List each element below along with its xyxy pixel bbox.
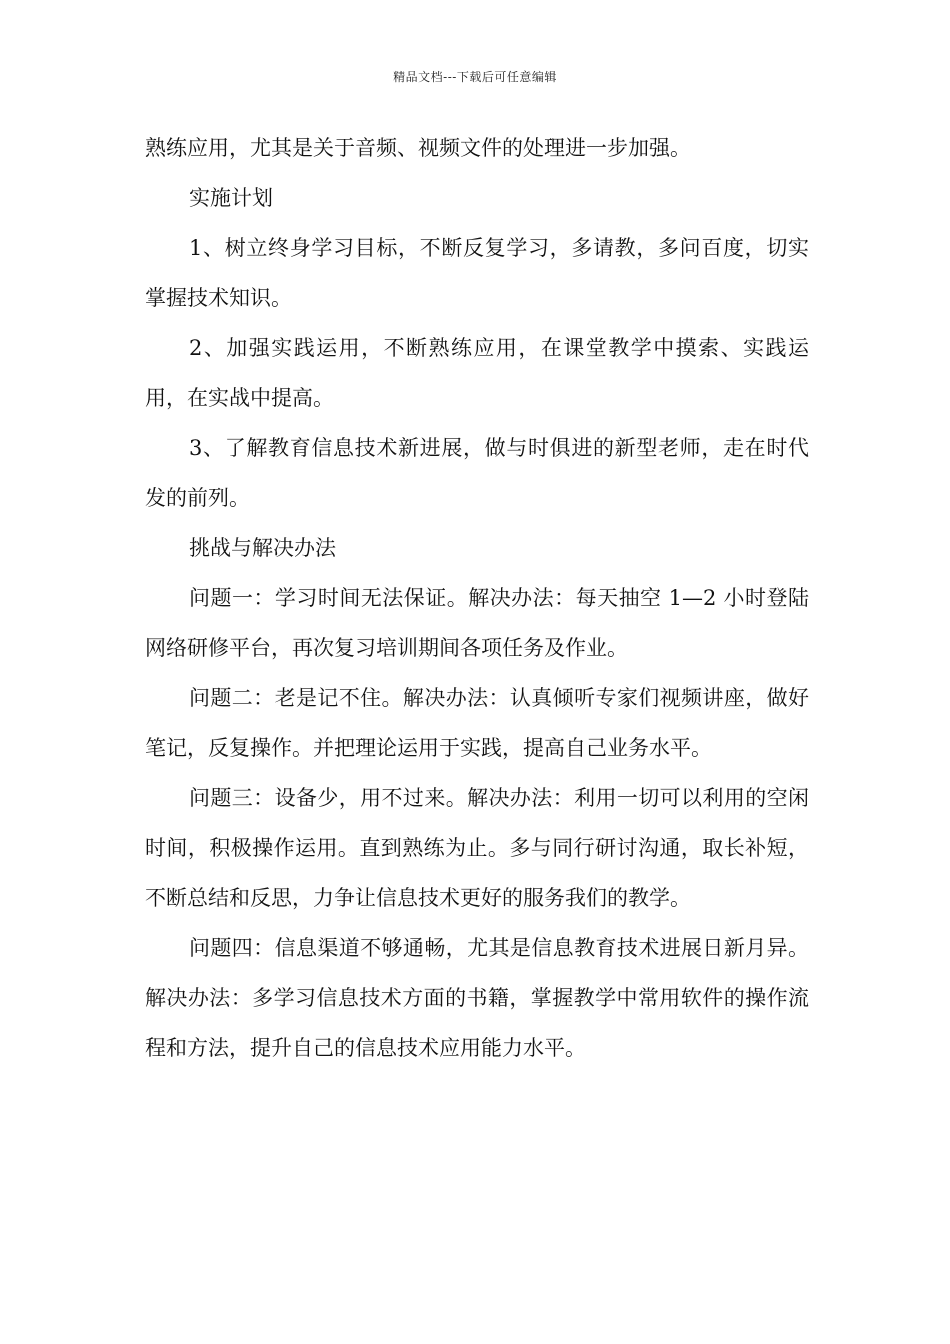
problem-2: 问题二：老是记不住。解决办法：认真倾听专家们视频讲座，做好笔记，反复操作。并把理论运用于实践，提高自己业务水平。 <box>145 686 809 760</box>
section-heading-challenges: 挑战与解决办法 <box>189 536 336 560</box>
problem-3: 问题三：设备少，用不过来。解决办法：利用一切可以利用的空闲时间，积极操作运用。直到熟练为止。多与同行研讨沟通，取长补短，不断总结和反思，力争让信息技术更好的服务我们的教学。 <box>145 786 809 910</box>
plan-item-1: 1、树立终身学习目标，不断反复学习，多请教，多问百度，切实掌握技术知识。 <box>145 236 809 310</box>
section-heading-implementation-plan: 实施计划 <box>189 186 273 210</box>
problem-1: 问题一：学习时间无法保证。解决办法：每天抽空 1—2 小时登陆网络研修平台，再次复习培训期间各项任务及作业。 <box>145 586 809 660</box>
plan-item-2: 2、加强实践运用，不断熟练应用，在课堂教学中摸索、实践运用，在实战中提高。 <box>145 336 809 410</box>
plan-item-3: 3、了解教育信息技术新进展，做与时俱进的新型老师，走在时代发的前列。 <box>145 436 809 510</box>
paragraph-continuation: 熟练应用，尤其是关于音频、视频文件的处理进一步加强。 <box>145 136 691 160</box>
document-body <box>145 123 809 1073</box>
problem-4: 问题四：信息渠道不够通畅，尤其是信息教育技术进展日新月异。解决办法：多学习信息技术方面的书籍，掌握教学中常用软件的操作流程和方法，提升自己的信息技术应用能力水平。 <box>145 936 809 1060</box>
page-header: 精品文档---下载后可任意编辑 <box>393 70 557 84</box>
